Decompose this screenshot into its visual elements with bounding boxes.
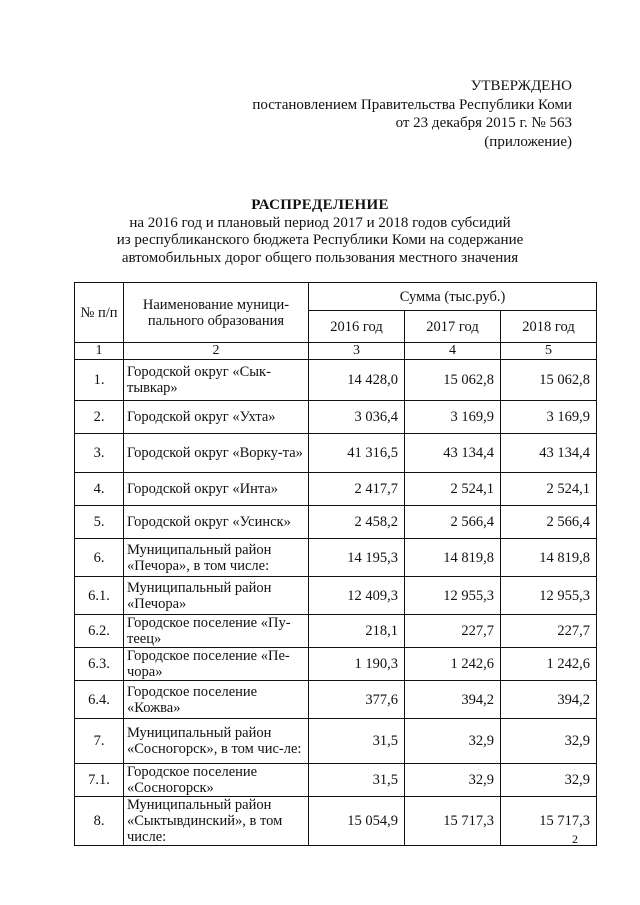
amount-2018-cell: 14 819,8 (501, 539, 597, 577)
page-number: 2 (572, 832, 578, 846)
amount-2017-cell: 227,7 (405, 615, 501, 648)
row-number-cell: 3. (75, 434, 124, 473)
table-row (75, 797, 597, 846)
row-number-cell: 6. (75, 539, 124, 577)
header-num: № п/п (75, 283, 124, 343)
amount-2016-cell: 14 428,0 (309, 360, 405, 401)
amount-2016-cell: 31,5 (309, 764, 405, 797)
amount-2018-cell: 15 717,3 (501, 797, 597, 846)
amount-2017-cell: 14 819,8 (405, 539, 501, 577)
amount-2016-cell: 3 036,4 (309, 401, 405, 434)
amount-2017-cell: 394,2 (405, 681, 501, 719)
row-number-cell: 6.2. (75, 615, 124, 648)
table-row (75, 360, 597, 401)
index-cell: 2 (124, 343, 309, 360)
header-2017: 2017 год (405, 311, 501, 343)
municipality-name-cell: Городской округ «Ухта» (124, 401, 309, 434)
approval-line-1: УТВЕРЖДЕНО (470, 78, 572, 94)
index-cell: 1 (75, 343, 124, 360)
row-number-cell: 5. (75, 506, 124, 539)
amount-2018-cell: 32,9 (501, 719, 597, 764)
header-2018: 2018 год (501, 311, 597, 343)
title-line-2: из республиканского бюджета Республики Коми на содержание (116, 232, 524, 248)
table-row (75, 577, 597, 615)
municipality-name-cell: Муниципальный район «Сосногорск», в том чис-ле: (124, 719, 309, 764)
amount-2016-cell: 218,1 (309, 615, 405, 648)
municipality-name-cell: Городское поселение «Сосногорск» (124, 764, 309, 797)
row-number-cell: 2. (75, 401, 124, 434)
amount-2016-cell: 377,6 (309, 681, 405, 719)
title-heading: РАСПРЕДЕЛЕНИЕ (251, 197, 389, 213)
municipality-name-cell: Городской округ «Ворку-та» (124, 434, 309, 473)
amount-2017-cell: 1 242,6 (405, 648, 501, 681)
table-row (75, 615, 597, 648)
amount-2017-cell: 43 134,4 (405, 434, 501, 473)
amount-2016-cell: 2 417,7 (309, 473, 405, 506)
header-2016: 2016 год (309, 311, 405, 343)
amount-2016-cell: 2 458,2 (309, 506, 405, 539)
amount-2016-cell: 31,5 (309, 719, 405, 764)
amount-2017-cell: 3 169,9 (405, 401, 501, 434)
municipality-name-cell: Городское поселение «Пе-чора» (124, 648, 309, 681)
table-row (75, 648, 597, 681)
row-number-cell: 6.4. (75, 681, 124, 719)
amount-2016-cell: 15 054,9 (309, 797, 405, 846)
amount-2018-cell: 3 169,9 (501, 401, 597, 434)
approval-stamp (252, 77, 572, 151)
approval-line-2: постановлением Правительства Республики Коми (252, 96, 572, 113)
table-row (75, 539, 597, 577)
amount-2018-cell: 32,9 (501, 764, 597, 797)
table-header-row (75, 283, 597, 311)
municipality-name-cell: Городское поселение «Кожва» (124, 681, 309, 719)
title-line-3: автомобильных дорог общего пользования местного значения (121, 249, 519, 266)
row-number-cell: 8. (75, 797, 124, 846)
row-number-cell: 7.1. (75, 764, 124, 797)
municipality-name-cell: Муниципальный район «Печора», в том числе: (124, 539, 309, 577)
approval-line-3: от 23 декабря 2015 г. № 563 (395, 115, 572, 131)
index-cell: 3 (309, 343, 405, 360)
index-cell: 4 (405, 343, 501, 360)
document-title (0, 197, 640, 267)
municipality-name-cell: Муниципальный район «Сыктывдинский», в том числе: (124, 797, 309, 846)
amount-2018-cell: 1 242,6 (501, 648, 597, 681)
table-row (75, 401, 597, 434)
table-row (75, 506, 597, 539)
distribution-table (74, 282, 597, 846)
municipality-name-cell: Городской округ «Инта» (124, 473, 309, 506)
amount-2018-cell: 15 062,8 (501, 360, 597, 401)
amount-2016-cell: 14 195,3 (309, 539, 405, 577)
amount-2016-cell: 1 190,3 (309, 648, 405, 681)
row-number-cell: 6.1. (75, 577, 124, 615)
amount-2018-cell: 394,2 (501, 681, 597, 719)
amount-2017-cell: 2 566,4 (405, 506, 501, 539)
table-index-row (75, 343, 597, 360)
amount-2017-cell: 2 524,1 (405, 473, 501, 506)
amount-2018-cell: 43 134,4 (501, 434, 597, 473)
approval-line-4: (приложение) (484, 133, 572, 150)
amount-2017-cell: 12 955,3 (405, 577, 501, 615)
amount-2018-cell: 227,7 (501, 615, 597, 648)
municipality-name-cell: Городской округ «Сык-тывкар» (124, 360, 309, 401)
amount-2018-cell: 2 524,1 (501, 473, 597, 506)
header-sum: Сумма (тыс.руб.) (309, 283, 597, 311)
municipality-name-cell: Городское поселение «Пу-теец» (124, 615, 309, 648)
amount-2016-cell: 41 316,5 (309, 434, 405, 473)
table-row (75, 434, 597, 473)
amount-2017-cell: 32,9 (405, 719, 501, 764)
table-row (75, 681, 597, 719)
amount-2016-cell: 12 409,3 (309, 577, 405, 615)
row-number-cell: 1. (75, 360, 124, 401)
title-line-1: на 2016 год и плановый период 2017 и 2018 годов субсидий (129, 214, 511, 231)
row-number-cell: 6.3. (75, 648, 124, 681)
table-row (75, 719, 597, 764)
amount-2017-cell: 15 062,8 (405, 360, 501, 401)
amount-2018-cell: 2 566,4 (501, 506, 597, 539)
amount-2018-cell: 12 955,3 (501, 577, 597, 615)
table-row (75, 473, 597, 506)
header-name: Наименование муници-пального образования (124, 283, 309, 343)
municipality-name-cell: Городской округ «Усинск» (124, 506, 309, 539)
municipality-name-cell: Муниципальный район «Печора» (124, 577, 309, 615)
amount-2017-cell: 32,9 (405, 764, 501, 797)
index-cell: 5 (501, 343, 597, 360)
table-row (75, 764, 597, 797)
row-number-cell: 4. (75, 473, 124, 506)
row-number-cell: 7. (75, 719, 124, 764)
amount-2017-cell: 15 717,3 (405, 797, 501, 846)
